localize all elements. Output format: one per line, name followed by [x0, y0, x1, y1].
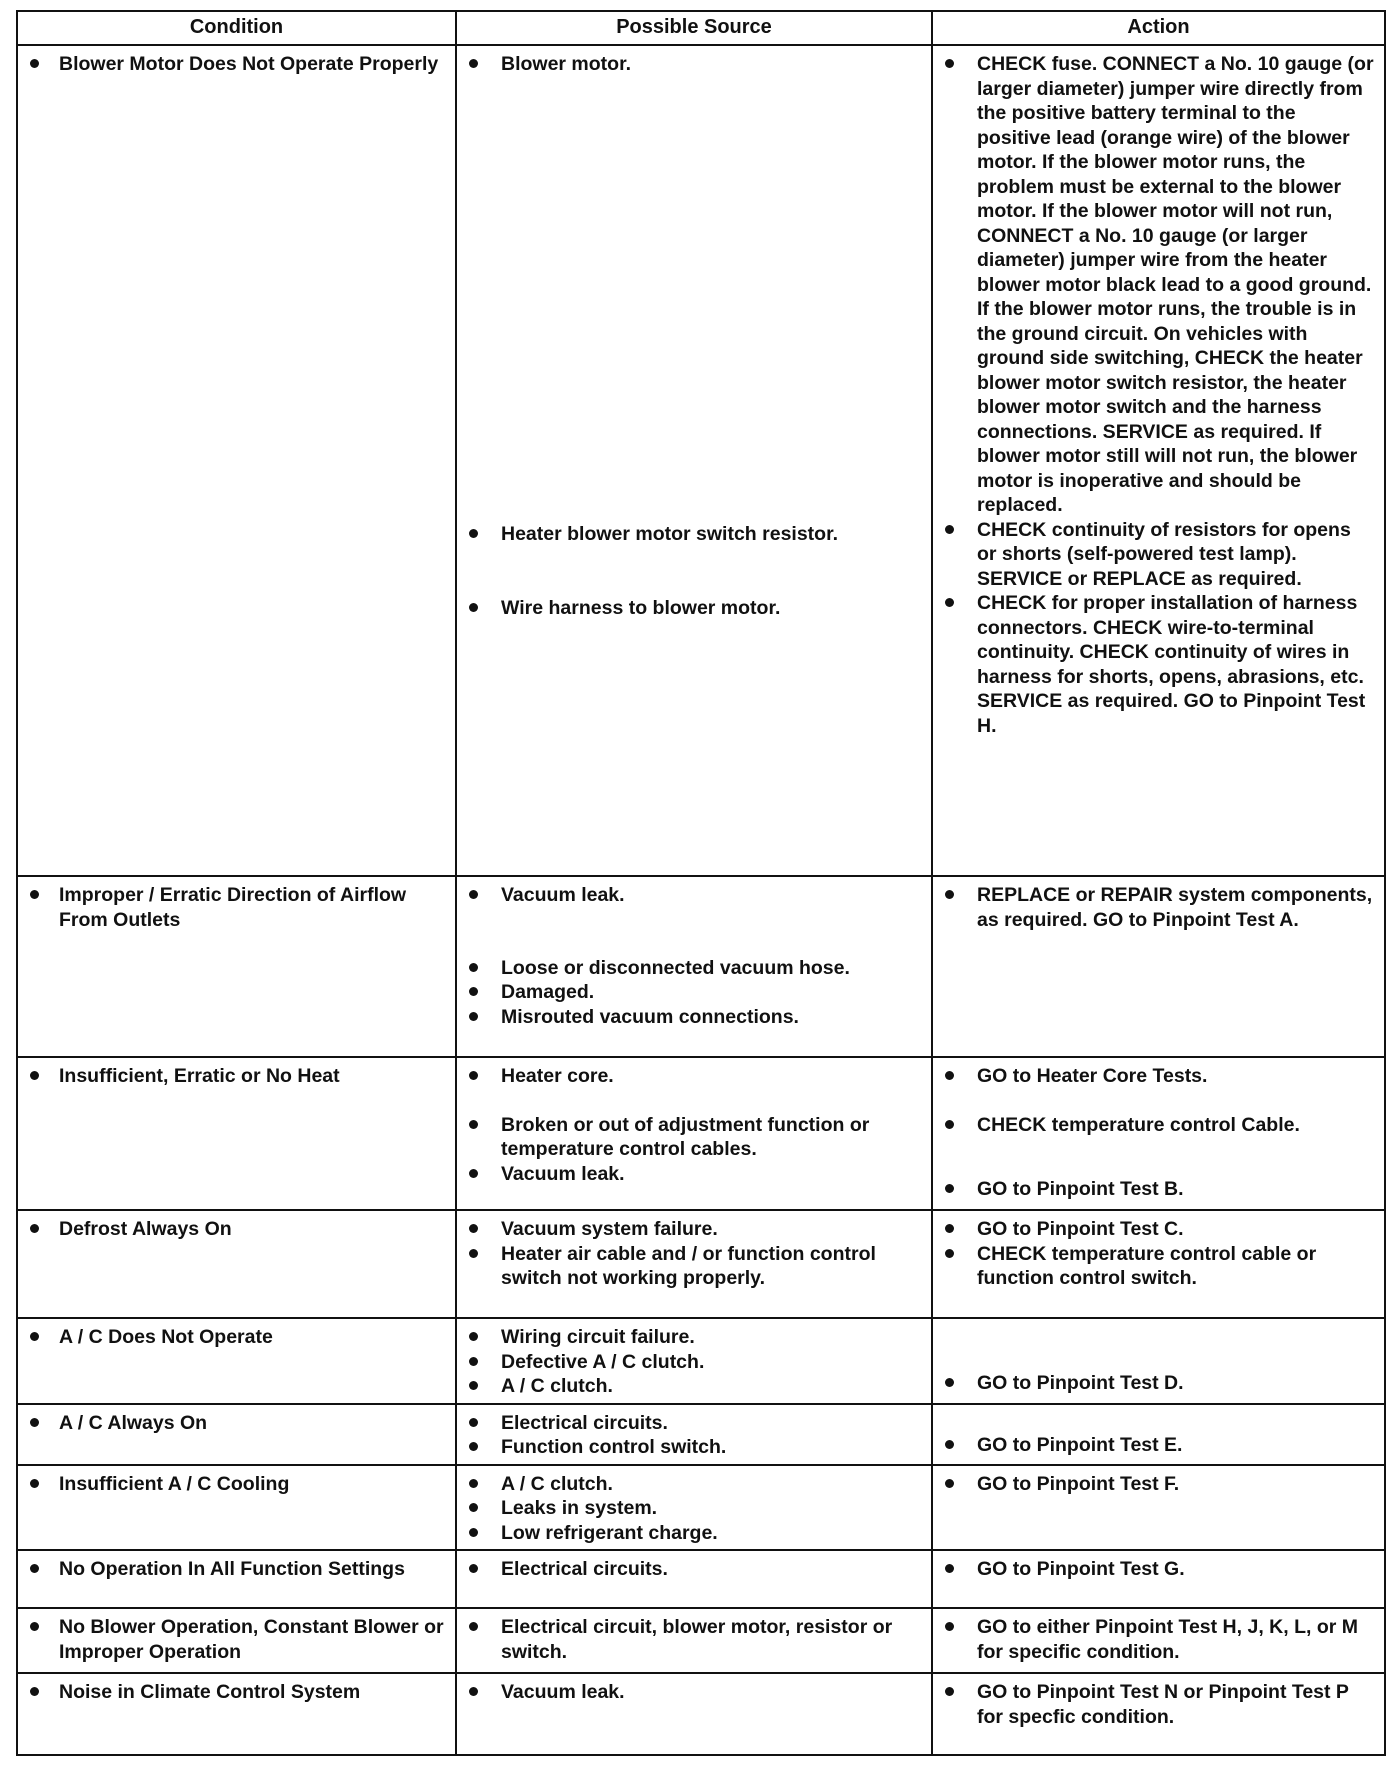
- condition-text: Insufficient A / C Cooling: [59, 1472, 290, 1495]
- source-item: [463, 980, 921, 1005]
- condition-cell: [17, 876, 456, 1057]
- source-item: [463, 883, 921, 908]
- action-text: REPLACE or REPAIR system components, as required. GO to Pinpoint Test A.: [977, 884, 1373, 931]
- source-item: [463, 1557, 921, 1582]
- header-row: [17, 11, 1385, 45]
- bullet-icon: [469, 1012, 478, 1021]
- bullet-icon: [30, 1224, 39, 1233]
- source-text: Wiring circuit failure.: [501, 1326, 695, 1348]
- condition-cell: [17, 1608, 456, 1673]
- bullet-icon: [30, 1418, 39, 1427]
- bullet-icon: [469, 1528, 478, 1537]
- action-text: CHECK continuity of resistors for opens or shorts (self-powered test lamp). SERVICE or REPLACE as required.: [977, 518, 1351, 590]
- action-item: [939, 1557, 1374, 1582]
- bullet-icon: [469, 890, 478, 899]
- source-item: [463, 1325, 921, 1350]
- bullet-icon: [469, 1503, 478, 1512]
- bullet-icon: [469, 1249, 478, 1258]
- bullet-icon: [945, 1184, 954, 1193]
- condition-cell: [17, 45, 456, 876]
- source-cell: [456, 1608, 932, 1673]
- source-text: A / C clutch.: [501, 1472, 613, 1495]
- bullet-icon: [469, 963, 478, 972]
- source-text: Vacuum leak.: [501, 884, 625, 906]
- condition-text: A / C Does Not Operate: [59, 1326, 273, 1348]
- source-text: Electrical circuits.: [501, 1411, 668, 1434]
- bullet-icon: [469, 1332, 478, 1341]
- bullet-icon: [945, 1564, 954, 1573]
- table-row: [17, 1465, 1385, 1551]
- table-row: [17, 45, 1385, 876]
- action-cell: [932, 1210, 1385, 1318]
- source-text: Misrouted vacuum connections.: [501, 1005, 799, 1028]
- action-text: GO to Pinpoint Test D.: [977, 1372, 1184, 1394]
- action-item: [939, 1680, 1374, 1729]
- action-item: [939, 591, 1374, 738]
- table-row: [17, 1404, 1385, 1465]
- source-item: [463, 1242, 921, 1291]
- action-item: [939, 1615, 1374, 1664]
- bullet-icon: [469, 1071, 478, 1080]
- source-text: Electrical circuits.: [501, 1558, 668, 1580]
- source-cell: [456, 1550, 932, 1608]
- action-text: GO to Pinpoint Test B.: [977, 1178, 1184, 1200]
- bullet-icon: [469, 529, 478, 538]
- bullet-icon: [30, 1332, 39, 1341]
- condition-text: A / C Always On: [59, 1411, 208, 1434]
- header-possible-source: Possible Source: [456, 11, 932, 45]
- source-item: [463, 1411, 921, 1436]
- source-cell: [456, 876, 932, 1057]
- bullet-icon: [30, 1564, 39, 1573]
- source-item: [463, 596, 921, 621]
- action-item: [939, 1242, 1374, 1291]
- bullet-icon: [469, 1224, 478, 1233]
- source-cell: [456, 1318, 932, 1404]
- condition-item: [24, 883, 445, 932]
- condition-item: [24, 1557, 445, 1582]
- condition-text: No Blower Operation, Constant Blower or Improper Operation: [59, 1616, 444, 1663]
- condition-cell: [17, 1404, 456, 1465]
- action-text: CHECK temperature control Cable.: [977, 1113, 1300, 1136]
- table-row: [17, 1318, 1385, 1404]
- bullet-icon: [945, 1249, 954, 1258]
- bullet-icon: [945, 1378, 954, 1387]
- source-text: Vacuum system failure.: [501, 1218, 718, 1240]
- action-text: GO to Pinpoint Test F.: [977, 1472, 1180, 1495]
- source-text: Electrical circuit, blower motor, resistor or switch.: [501, 1616, 893, 1663]
- condition-item: [24, 1325, 445, 1350]
- bullet-icon: [945, 598, 954, 607]
- bullet-icon: [469, 1120, 478, 1129]
- action-text: GO to Pinpoint Test G.: [977, 1558, 1185, 1580]
- source-cell: [456, 1465, 932, 1551]
- condition-text: Defrost Always On: [59, 1218, 232, 1240]
- action-text: CHECK temperature control cable or function control switch.: [977, 1242, 1317, 1289]
- source-text: Heater air cable and / or function control switch not working properly.: [501, 1242, 876, 1289]
- action-cell: [932, 1404, 1385, 1465]
- bullet-icon: [30, 1071, 39, 1080]
- action-cell: [932, 1673, 1385, 1755]
- source-item: [463, 956, 921, 981]
- bullet-icon: [469, 1622, 478, 1631]
- bullet-icon: [30, 59, 39, 68]
- bullet-icon: [945, 1120, 954, 1129]
- source-item: [463, 1615, 921, 1664]
- action-item: [939, 1064, 1374, 1089]
- source-item: [463, 1217, 921, 1242]
- condition-cell: [17, 1057, 456, 1210]
- table-row: [17, 1550, 1385, 1608]
- action-text: CHECK for proper installation of harness connectors. CHECK wire-to-terminal continuity. CHECK continuity of wires in harness for shorts, opens, abrasions, etc. SERVICE as required. GO to Pinpoint Test H.: [977, 592, 1366, 737]
- action-text: GO to Pinpoint Test C.: [977, 1218, 1184, 1240]
- diagnosis-sheet: [16, 10, 1384, 1770]
- bullet-icon: [945, 525, 954, 534]
- bullet-icon: [30, 890, 39, 899]
- action-cell: [932, 1608, 1385, 1673]
- action-item: [939, 52, 1374, 518]
- condition-item: [24, 52, 445, 77]
- condition-cell: [17, 1673, 456, 1755]
- action-item: [939, 1177, 1374, 1202]
- action-cell: [932, 45, 1385, 876]
- action-item: [939, 1113, 1374, 1138]
- source-text: Vacuum leak.: [501, 1681, 625, 1703]
- source-item: [463, 1064, 921, 1089]
- table-row: [17, 876, 1385, 1057]
- source-text: Wire harness to blower motor.: [501, 597, 781, 619]
- bullet-icon: [945, 1440, 954, 1449]
- action-item: [939, 1433, 1374, 1458]
- bullet-icon: [469, 59, 478, 68]
- source-item: [463, 1472, 921, 1497]
- source-text: Defective A / C clutch.: [501, 1350, 705, 1373]
- source-item: [463, 1374, 921, 1399]
- condition-text: No Operation In All Function Settings: [59, 1558, 405, 1580]
- condition-text: Insufficient, Erratic or No Heat: [59, 1065, 340, 1087]
- bullet-icon: [30, 1479, 39, 1488]
- source-text: Heater blower motor switch resistor.: [501, 522, 839, 545]
- source-item: [463, 1162, 921, 1187]
- action-cell: [932, 1057, 1385, 1210]
- source-item: [463, 1005, 921, 1030]
- source-item: [463, 1435, 921, 1460]
- condition-text: Noise in Climate Control System: [59, 1681, 361, 1703]
- action-text: GO to Heater Core Tests.: [977, 1065, 1208, 1087]
- bullet-icon: [945, 1479, 954, 1488]
- condition-text: Blower Motor Does Not Operate Properly: [59, 53, 439, 75]
- bullet-icon: [469, 1479, 478, 1488]
- action-text: GO to Pinpoint Test N or Pinpoint Test P for specfic condition.: [977, 1681, 1349, 1728]
- bullet-icon: [30, 1622, 39, 1631]
- bullet-icon: [945, 1622, 954, 1631]
- source-cell: [456, 1673, 932, 1755]
- action-cell: [932, 1465, 1385, 1551]
- condition-cell: [17, 1318, 456, 1404]
- source-cell: [456, 1057, 932, 1210]
- condition-item: [24, 1064, 445, 1089]
- table-row: [17, 1057, 1385, 1210]
- bullet-icon: [469, 1442, 478, 1451]
- bullet-icon: [469, 603, 478, 612]
- source-text: Heater core.: [501, 1065, 614, 1087]
- source-cell: [456, 1404, 932, 1465]
- bullet-icon: [469, 1357, 478, 1366]
- source-item: [463, 1496, 921, 1521]
- bullet-icon: [30, 1687, 39, 1696]
- action-cell: [932, 1550, 1385, 1608]
- header-action: Action: [932, 11, 1385, 45]
- source-item: [463, 522, 921, 547]
- diagnosis-table: [16, 10, 1386, 1756]
- action-item: [939, 883, 1374, 932]
- condition-text: Improper / Erratic Direction of Airflow From Outlets: [59, 884, 407, 931]
- action-text: GO to either Pinpoint Test H, J, K, L, or M for specific condition.: [977, 1616, 1358, 1663]
- action-text: CHECK fuse. CONNECT a No. 10 gauge (or larger diameter) jumper wire directly from the positive battery terminal to the positive lead (orange wire) of the blower motor. If the blower motor runs, the problem must be external to the blower motor. If the blower motor will not run, CONNECT a No. 10 gauge (or larger diameter) jumper wire from the heater blower motor black lead to a good ground. If the blower motor runs, the trouble is in the ground circuit. On vehicles with ground side switching, CHECK the heater blower motor switch resistor, the heater blower motor switch and the harness connections. SERVICE as required. If blower motor still will not run, the blower motor is inoperative and should be replaced.: [977, 53, 1374, 516]
- source-cell: [456, 45, 932, 876]
- header-condition: Condition: [17, 11, 456, 45]
- source-text: Low refrigerant charge.: [501, 1521, 718, 1544]
- source-cell: [456, 1210, 932, 1318]
- action-item: [939, 1217, 1374, 1242]
- bullet-icon: [469, 1418, 478, 1427]
- source-text: Damaged.: [501, 981, 595, 1003]
- source-text: Leaks in system.: [501, 1497, 658, 1519]
- condition-item: [24, 1217, 445, 1242]
- action-item: [939, 1371, 1374, 1396]
- bullet-icon: [945, 1224, 954, 1233]
- bullet-icon: [945, 1687, 954, 1696]
- bullet-icon: [945, 59, 954, 68]
- bullet-icon: [469, 1381, 478, 1390]
- condition-cell: [17, 1210, 456, 1318]
- source-text: Vacuum leak.: [501, 1162, 625, 1185]
- source-text: Loose or disconnected vacuum hose.: [501, 956, 850, 979]
- condition-item: [24, 1472, 445, 1497]
- bullet-icon: [469, 987, 478, 996]
- source-item: [463, 52, 921, 77]
- source-item: [463, 1113, 921, 1162]
- table-row: [17, 1673, 1385, 1755]
- bullet-icon: [469, 1564, 478, 1573]
- source-text: A / C clutch.: [501, 1375, 613, 1397]
- action-cell: [932, 876, 1385, 1057]
- source-item: [463, 1521, 921, 1546]
- action-text: GO to Pinpoint Test E.: [977, 1433, 1183, 1456]
- source-text: Function control switch.: [501, 1436, 727, 1458]
- bullet-icon: [945, 890, 954, 899]
- source-item: [463, 1680, 921, 1705]
- condition-cell: [17, 1465, 456, 1551]
- condition-item: [24, 1411, 445, 1436]
- bullet-icon: [469, 1687, 478, 1696]
- bullet-icon: [945, 1071, 954, 1080]
- action-item: [939, 518, 1374, 592]
- action-item: [939, 1472, 1374, 1497]
- source-text: Blower motor.: [501, 53, 632, 75]
- action-cell: [932, 1318, 1385, 1404]
- table-row: [17, 1608, 1385, 1673]
- condition-cell: [17, 1550, 456, 1608]
- source-text: Broken or out of adjustment function or temperature control cables.: [501, 1113, 870, 1160]
- condition-item: [24, 1680, 445, 1705]
- table-row: [17, 1210, 1385, 1318]
- bullet-icon: [469, 1169, 478, 1178]
- condition-item: [24, 1615, 445, 1664]
- source-item: [463, 1350, 921, 1375]
